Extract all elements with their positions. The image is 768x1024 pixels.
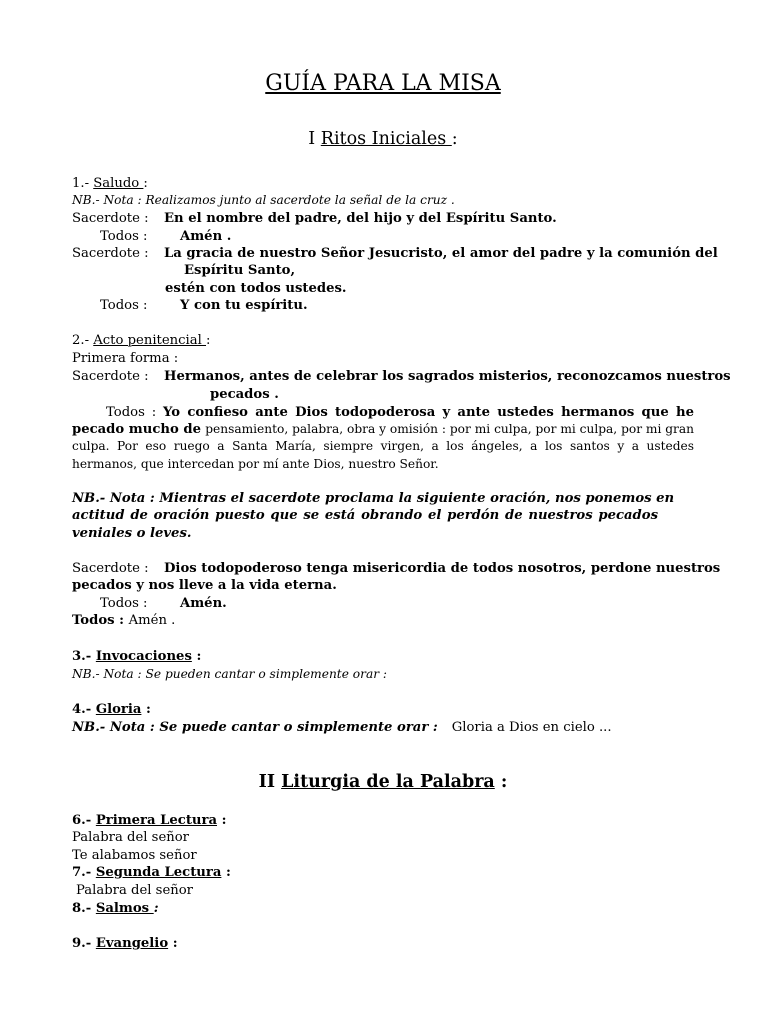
heading-gloria: 4.- Gloria :	[72, 702, 151, 717]
paragraph-line: culpa. Por eso ruego a Santa María, siempre virgen, a los ángeles, a los santos y a ustedes	[72, 439, 694, 453]
heading-salmos: 8.- Salmos :	[72, 901, 159, 916]
dialogue-continuation: Espíritu Santo,	[184, 263, 296, 278]
dialogue-continuation: pecados .	[210, 387, 279, 402]
heading-acto-penitencial: 2.- Acto penitencial :	[72, 333, 211, 348]
heading-invocaciones: 3.- Invocaciones :	[72, 649, 202, 664]
dialogue-line: Sacerdote : La gracia de nuestro Señor Jesucristo, el amor del padre y la comunión del	[72, 246, 718, 261]
heading-evangelio: 9.- Evangelio :	[72, 936, 178, 951]
response-line: Palabra del señor	[76, 883, 193, 898]
section-heading-ritos-iniciales	[72, 127, 694, 151]
note-line: veniales o leves.	[72, 526, 192, 541]
section-heading-liturgia-de-la-palabra	[72, 770, 694, 794]
dialogue-line: Todos : Amén .	[100, 229, 232, 244]
section-colon: :	[451, 129, 458, 149]
heading-primera-lectura: 6.- Primera Lectura :	[72, 813, 227, 828]
response-line: Te alabamos señor	[72, 848, 197, 863]
paragraph-line: pecado mucho de pensamiento, palabra, obra y omisión : por mi culpa, por mi culpa, por mi gran	[72, 422, 695, 437]
section-name: Liturgia de la Palabra	[281, 772, 495, 792]
note-invocaciones: NB.- Nota : Se pueden cantar o simplemente orar :	[72, 667, 388, 681]
section-number: II	[258, 772, 282, 792]
dialogue-line: Todos : Yo confieso ante Dios todopoderosa y ante ustedes hermanos que he	[106, 405, 694, 420]
form-label: Primera forma :	[72, 351, 179, 366]
section-colon: :	[494, 772, 508, 792]
dialogue-line: Sacerdote : Hermanos, antes de celebrar los sagrados misterios, reconozcamos nuestros	[72, 369, 731, 384]
dialogue-continuation: pecados y nos lleve a la vida eterna.	[72, 578, 337, 593]
response-line: Palabra del señor	[72, 830, 189, 845]
dialogue-line: Todos : Amén .	[72, 613, 176, 628]
dialogue-continuation: estén con todos ustedes.	[165, 281, 347, 296]
note-line: NB.- Nota : Mientras el sacerdote proclama la siguiente oración, nos ponemos en	[72, 491, 675, 506]
note-line: actitud de oración puesto que se está obrando el perdón de nuestros pecados	[72, 508, 658, 523]
note-gloria: NB.- Nota : Se puede cantar o simplemente orar : Gloria a Dios en cielo ...	[72, 720, 612, 735]
section-name: Ritos Iniciales	[320, 129, 452, 149]
document-page	[72, 0, 731, 1024]
heading-saludo: 1.- Saludo :	[72, 176, 148, 191]
dialogue-line: Sacerdote : En el nombre del padre, del hijo y del Espíritu Santo.	[72, 211, 557, 226]
document-title: GUÍA PARA LA MISA	[265, 71, 501, 96]
section-number: I	[308, 129, 321, 149]
heading-segunda-lectura: 7.- Segunda Lectura :	[72, 865, 231, 880]
paragraph-line: hermanos, que intercedan por mí ante Dios, nuestro Señor.	[72, 457, 439, 471]
note-saludo: NB.- Nota : Realizamos junto al sacerdote la señal de la cruz .	[72, 193, 455, 207]
dialogue-line: Todos : Y con tu espíritu.	[100, 298, 308, 313]
dialogue-line: Todos : Amén.	[100, 596, 227, 611]
dialogue-line: Sacerdote : Dios todopoderoso tenga misericordia de todos nosotros, perdone nuestros	[72, 561, 721, 576]
